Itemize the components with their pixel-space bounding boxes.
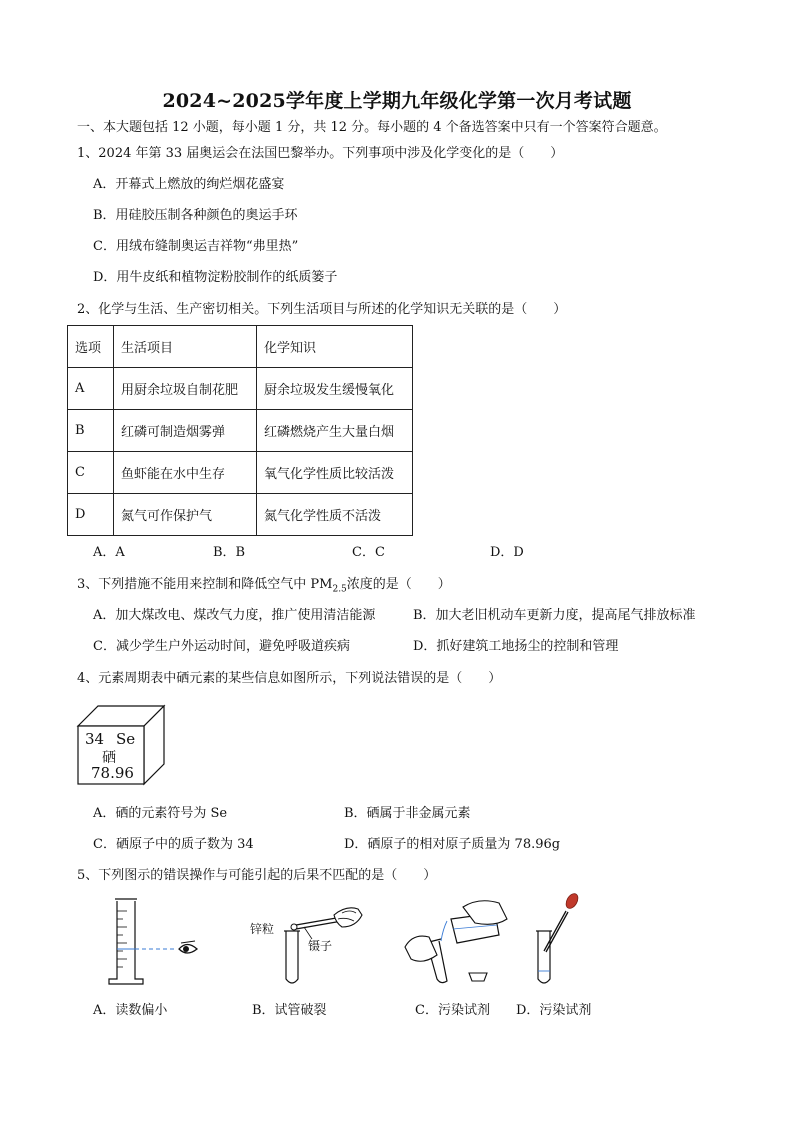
test-tube-zinc-figure [246,895,366,987]
q4-option-a[interactable]: A．硒的元素符号为 Se [93,806,228,821]
pouring-liquid-figure [403,893,511,987]
eye-icon [179,941,197,953]
table-cell: 用厨余垃圾自制花肥 [114,368,257,410]
table-cell: A [68,368,114,410]
q1-option-d[interactable]: D．用牛皮纸和植物淀粉胶制作的纸质篓子 [93,270,338,285]
dropper-bulb-icon [564,892,581,911]
q4-option-b[interactable]: B．硒属于非金属元素 [344,806,471,821]
q5-option-b[interactable]: B．试管破裂 [252,1003,327,1018]
tweezers-label: 镊子 [308,939,333,953]
q2-option-a[interactable]: A．A [93,545,125,560]
table-row [68,494,413,536]
q3-option-d[interactable]: D．抓好建筑工地扬尘的控制和管理 [413,639,619,654]
q2-option-b[interactable]: B．B [213,545,246,560]
q5-option-c[interactable]: C．污染试剂 [415,1003,490,1018]
table-cell: 厨余垃圾发生缓慢氧化 [257,368,413,410]
table-header-row [68,326,413,368]
q3-option-b[interactable]: B．加大老旧机动车更新力度，提高尾气排放标准 [413,608,696,623]
q3-option-a[interactable]: A．加大煤改电、煤改气力度，推广使用清洁能源 [93,608,376,623]
element-mass: 78.96 [91,764,134,782]
cylinder-reading-figure [105,895,205,987]
table-row [68,368,413,410]
element-symbol: Se [116,730,136,748]
element-name: 硒 [102,750,116,766]
q1-option-b[interactable]: B．用硅胶压制各种颜色的奥运手环 [93,208,298,223]
dropper-tube-figure [524,891,584,987]
element-number: 34 [85,730,105,748]
q2-option-d[interactable]: D．D [490,545,524,560]
q1-option-c[interactable]: C．用绒布缝制奥运吉祥物“弗里热” [93,239,299,254]
q1-stem: 1、2024 年第 33 届奥运会在法国巴黎举办。下列事项中涉及化学变化的是（ ） [77,146,564,161]
page-title: 2024~2025学年度上学期九年级化学第一次月考试题 [162,90,632,112]
table-cell: D [68,494,114,536]
table-cell: 氮气化学性质不活泼 [257,494,413,536]
q5-option-a[interactable]: A．读数偏小 [93,1003,168,1018]
zinc-label: 锌粒 [250,922,275,936]
table-header: 化学知识 [257,326,413,368]
q3-option-c[interactable]: C．减少学生户外运动时间，避免呼吸道疾病 [93,639,350,654]
section-heading: 一、本大题包括 12 小题，每小题 1 分，共 12 分。每小题的 4 个备选答案中只有一个答案符合题意。 [77,120,667,135]
table-row [68,410,413,452]
q2-table [67,325,413,536]
q1-option-a[interactable]: A．开幕式上燃放的绚烂烟花盛宴 [93,177,285,192]
table-cell: C [68,452,114,494]
q2-stem: 2、化学与生活、生产密切相关。下列生活项目与所述的化学知识无关联的是（ ） [77,302,567,317]
table-cell: 氧气化学性质比较活泼 [257,452,413,494]
q2-option-c[interactable]: C．C [352,545,385,560]
q5-option-d[interactable]: D．污染试剂 [516,1003,592,1018]
table-row [68,452,413,494]
table-cell: 鱼虾能在水中生存 [114,452,257,494]
q5-stem: 5、下列图示的错误操作与可能引起的后果不匹配的是（ ） [77,868,437,883]
table-cell: B [68,410,114,452]
table-cell: 氮气可作保护气 [114,494,257,536]
table-header: 生活项目 [114,326,257,368]
table-header: 选项 [68,326,114,368]
table-cell: 红磷燃烧产生大量白烟 [257,410,413,452]
q4-stem: 4、元素周期表中硒元素的某些信息如图所示，下列说法错误的是（ ） [77,671,502,686]
pm-subscript: 2.5 [332,584,347,595]
q4-option-d[interactable]: D．硒原子的相对原子质量为 78.96g [344,837,561,852]
q3-stem: 3、下列措施不能用来控制和降低空气中 $PM_{2.5}$浓度的是（ ） [77,577,451,595]
q4-option-c[interactable]: C．硒原子中的质子数为 34 [93,837,254,852]
table-cell: 红磷可制造烟雾弹 [114,410,257,452]
